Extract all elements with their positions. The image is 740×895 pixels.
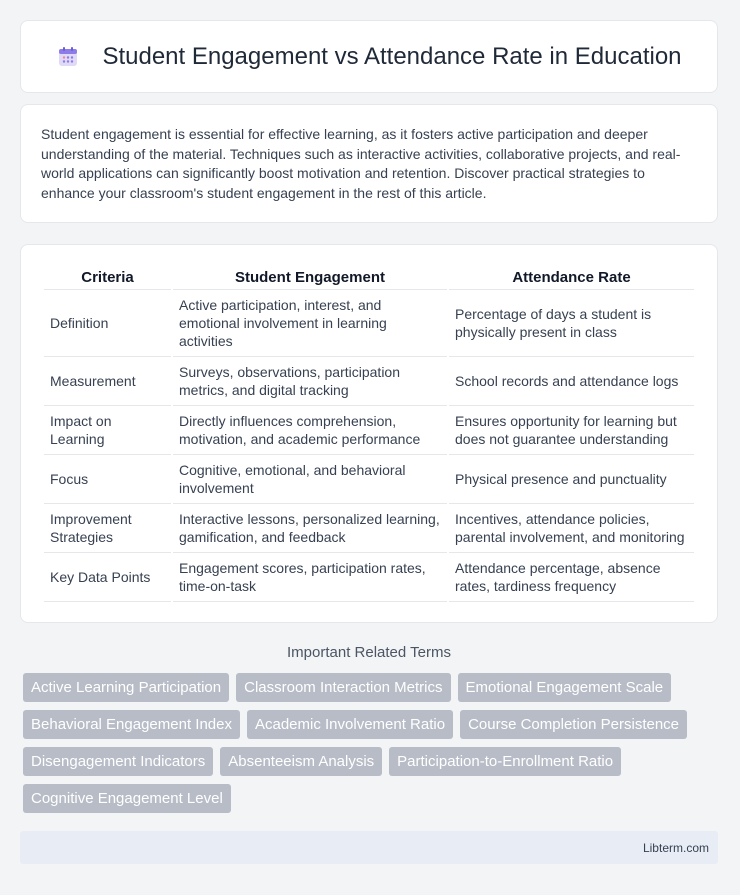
table-row — [44, 357, 694, 406]
table-cell: Incentives, attendance policies, parental involvement, and monitoring — [449, 504, 694, 553]
table-cell: Directly influences comprehension, motivation, and academic performance — [173, 406, 447, 455]
table-cell: Engagement scores, participation rates, time-on-task — [173, 553, 447, 602]
table-cell: Percentage of days a student is physically present in class — [449, 290, 694, 357]
related-term-tag[interactable]: Behavioral Engagement Index — [23, 710, 240, 739]
related-term-tag[interactable]: Absenteeism Analysis — [220, 747, 382, 776]
related-term-tag[interactable]: Academic Involvement Ratio — [247, 710, 453, 739]
related-term-tag[interactable]: Course Completion Persistence — [460, 710, 687, 739]
footer — [20, 831, 718, 864]
table-row — [44, 504, 694, 553]
header-card — [20, 20, 718, 93]
related-term-tag[interactable]: Participation-to-Enrollment Ratio — [389, 747, 621, 776]
table-cell: Focus — [44, 455, 171, 504]
comparison-table-card — [20, 244, 718, 623]
comparison-table — [42, 265, 696, 602]
table-cell: Definition — [44, 290, 171, 357]
related-terms-section — [20, 644, 718, 813]
related-term-tag[interactable]: Emotional Engagement Scale — [458, 673, 672, 702]
page-title: Student Engagement vs Attendance Rate in Education — [102, 42, 682, 70]
header-criteria: Criteria — [44, 265, 171, 290]
table-cell: Physical presence and punctuality — [449, 455, 694, 504]
calendar-icon — [56, 45, 80, 69]
intro-card — [20, 104, 718, 223]
table-row — [44, 455, 694, 504]
related-term-tag[interactable]: Active Learning Participation — [23, 673, 229, 702]
related-term-tag[interactable]: Cognitive Engagement Level — [23, 784, 231, 813]
table-cell: Attendance percentage, absence rates, tardiness frequency — [449, 553, 694, 602]
table-cell: Ensures opportunity for learning but does not guarantee understanding — [449, 406, 694, 455]
table-cell: Cognitive, emotional, and behavioral involvement — [173, 455, 447, 504]
intro-text: Student engagement is essential for effective learning, as it fosters active participation and deeper understanding of the material. Techniques such as interactive activities, collaborative projects, and real-world applications can significantly boost motivation and retention. Discover practical strategies to enhance your classroom's student engagement in the rest of this article. — [41, 126, 681, 201]
table-row — [44, 553, 694, 602]
table-cell: Active participation, interest, and emotional involvement in learning activities — [173, 290, 447, 357]
table-cell: School records and attendance logs — [449, 357, 694, 406]
footer-site-link[interactable]: Libterm.com — [642, 840, 709, 855]
related-term-tag[interactable]: Classroom Interaction Metrics — [236, 673, 450, 702]
table-row — [44, 406, 694, 455]
related-term-tag[interactable]: Disengagement Indicators — [23, 747, 213, 776]
table-cell: Surveys, observations, participation metrics, and digital tracking — [173, 357, 447, 406]
table-cell: Improvement Strategies — [44, 504, 171, 553]
related-terms-title: Important Related Terms — [287, 644, 451, 661]
related-terms-tags — [20, 673, 718, 813]
table-cell: Impact on Learning — [44, 406, 171, 455]
header-student-engagement: Student Engagement — [173, 265, 447, 290]
table-row — [44, 290, 694, 357]
table-cell: Measurement — [44, 357, 171, 406]
table-cell: Key Data Points — [44, 553, 171, 602]
table-header-row — [44, 265, 694, 290]
header-attendance-rate: Attendance Rate — [449, 265, 694, 290]
table-cell: Interactive lessons, personalized learning, gamification, and feedback — [173, 504, 447, 553]
